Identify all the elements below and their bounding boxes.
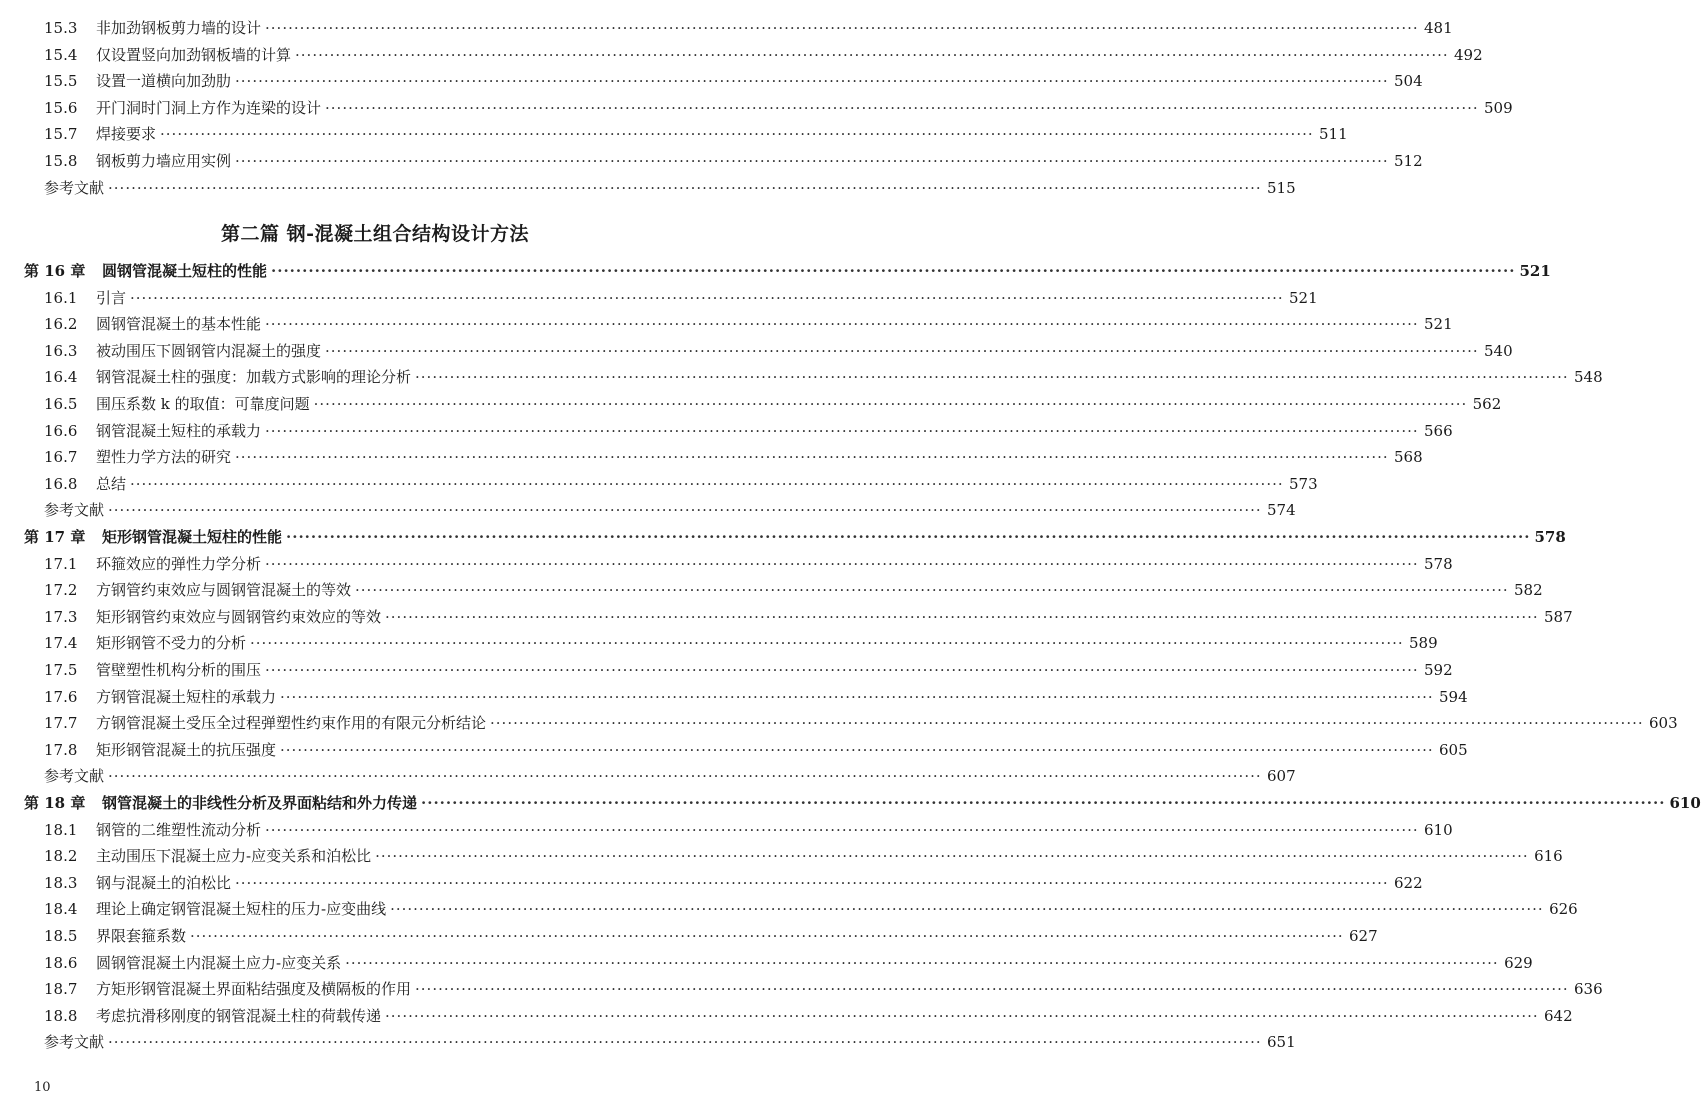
leader-dots: ········································································································································································································ <box>265 19 1419 37</box>
entry-page: 603 <box>1649 714 1678 733</box>
entry-number: 15.7 <box>44 125 78 144</box>
entry-page: 521 <box>1289 288 1318 307</box>
section-row <box>0 444 1423 470</box>
entry-page: 568 <box>1394 448 1423 467</box>
entry-page: 578 <box>1424 554 1453 573</box>
entry-number: 18.6 <box>44 953 78 972</box>
entry-page: 594 <box>1439 687 1468 706</box>
section-row <box>0 923 1378 949</box>
entry-title: 非加劲钢板剪力墙的设计 <box>96 19 262 37</box>
leader-dots: ········································································································································································································ <box>295 45 1449 64</box>
entry-title: 矩形钢管混凝土短柱的性能 <box>102 528 283 546</box>
leader-dots: ········································································································································································································ <box>271 262 1516 280</box>
leader-dots: ········································································································································································································ <box>313 395 1468 413</box>
entry-number: 18.2 <box>44 847 78 866</box>
entry-page: 587 <box>1544 607 1573 626</box>
entry-title: 界限套箍系数 <box>96 927 187 945</box>
leader-dots: ········································································································································································································ <box>108 501 1262 520</box>
entry-title: 总结 <box>96 474 127 493</box>
entry-number: 17.8 <box>44 740 78 759</box>
section-row <box>0 551 1453 577</box>
entry-title: 钢管的二维塑性流动分析 <box>96 820 262 839</box>
entry-title: 塑性力学方法的研究 <box>96 448 232 467</box>
section-row <box>0 950 1533 976</box>
entry-title: 考虑抗滑移刚度的钢管混凝土柱的荷载传递 <box>96 1006 382 1025</box>
section-row <box>0 471 1318 497</box>
chapter-row <box>0 790 1701 816</box>
leader-dots: ········································································································································································································ <box>130 474 1284 493</box>
entry-number: 16.3 <box>44 341 78 360</box>
section-row <box>0 737 1468 763</box>
section-row <box>0 710 1678 736</box>
leader-dots: ········································································································································································································ <box>235 72 1389 91</box>
entry-page: 616 <box>1534 847 1563 866</box>
entry-page: 582 <box>1514 581 1543 600</box>
entry-number: 第 17 章 <box>24 528 86 546</box>
entry-page: 610 <box>1424 820 1453 839</box>
entry-title: 方钢管混凝土短柱的承载力 <box>96 687 277 706</box>
entry-title: 开门洞时门洞上方作为连梁的设计 <box>96 98 322 117</box>
leader-dots: ········································································································································································································ <box>235 873 1389 892</box>
section-row <box>0 95 1513 121</box>
entry-page: 521 <box>1424 315 1453 334</box>
section-row <box>0 364 1603 390</box>
entry-title: 引言 <box>96 288 127 307</box>
leader-dots: ········································································································································································································ <box>355 581 1509 600</box>
entry-title: 方钢管约束效应与圆钢管混凝土的等效 <box>96 581 352 600</box>
entry-number: 18.5 <box>44 927 78 945</box>
leader-dots: ········································································································································································································ <box>265 554 1419 573</box>
leader-dots: ········································································································································································································ <box>280 687 1434 706</box>
leader-dots: ········································································································································································································ <box>190 927 1344 945</box>
entry-title: 设置一道横向加劲肋 <box>96 72 232 91</box>
entry-page: 540 <box>1484 341 1513 360</box>
leader-dots: ········································································································································································································ <box>108 178 1262 197</box>
entry-page: 566 <box>1424 421 1453 440</box>
section-row <box>0 604 1573 630</box>
entry-title: 钢管混凝土短柱的承载力 <box>96 421 262 440</box>
entry-number: 17.7 <box>44 714 78 733</box>
entry-number: 16.7 <box>44 448 78 467</box>
entry-page: 509 <box>1484 98 1513 117</box>
section-row <box>0 1003 1573 1029</box>
entry-number: 17.5 <box>44 661 78 679</box>
entry-title: 参考文献 <box>44 178 105 197</box>
leader-dots: ········································································································································································································ <box>421 794 1666 812</box>
entry-title: 环箍效应的弹性力学分析 <box>96 554 262 573</box>
entry-number: 18.1 <box>44 820 78 839</box>
entry-number: 第 16 章 <box>24 262 86 280</box>
entry-title: 钢与混凝土的泊松比 <box>96 873 232 892</box>
entry-title: 焊接要求 <box>96 125 157 144</box>
entry-page: 607 <box>1267 767 1296 786</box>
entry-title: 圆钢管混凝土内混凝土应力-应变关系 <box>96 953 342 972</box>
section-row <box>0 976 1603 1002</box>
references-row <box>0 763 1296 789</box>
entry-number: 16.2 <box>44 315 78 334</box>
entry-page: 578 <box>1534 528 1566 546</box>
entry-number: 16.6 <box>44 421 78 440</box>
entry-number: 17.4 <box>44 634 78 653</box>
chapter-row <box>0 524 1566 550</box>
section-row <box>0 285 1318 311</box>
leader-dots: ········································································································································································································ <box>130 288 1284 307</box>
section-row <box>0 870 1423 896</box>
section-row <box>0 630 1438 656</box>
entry-number: 16.5 <box>44 395 78 413</box>
entry-page: 481 <box>1424 19 1453 37</box>
entry-number: 15.6 <box>44 98 78 117</box>
leader-dots: ········································································································································································································ <box>415 980 1569 999</box>
leader-dots: ········································································································································································································ <box>108 1033 1262 1052</box>
leader-dots: ········································································································································································································ <box>375 847 1529 866</box>
entry-number: 15.8 <box>44 152 78 170</box>
references-row <box>0 1029 1296 1055</box>
leader-dots: ········································································································································································································ <box>108 767 1262 786</box>
section-row <box>0 817 1453 843</box>
entry-page: 605 <box>1439 740 1468 759</box>
entry-title: 方钢管混凝土受压全过程弹塑性约束作用的有限元分析结论 <box>96 714 487 733</box>
entry-number: 18.4 <box>44 900 78 919</box>
section-row <box>0 684 1468 710</box>
leader-dots: ········································································································································································································ <box>235 448 1389 467</box>
section-row <box>0 338 1513 364</box>
leader-dots: ········································································································································································································ <box>265 315 1419 334</box>
section-row <box>0 42 1483 68</box>
section-row <box>0 15 1453 41</box>
entry-title: 矩形钢管混凝土的抗压强度 <box>96 740 277 759</box>
leader-dots: ········································································································································································································ <box>385 607 1539 626</box>
entry-number: 18.8 <box>44 1006 78 1025</box>
section-row <box>0 896 1578 922</box>
entry-number: 16.8 <box>44 474 78 493</box>
leader-dots: ········································································································································································································ <box>280 740 1434 759</box>
entry-number: 18.7 <box>44 980 78 999</box>
leader-dots: ········································································································································································································ <box>415 368 1569 387</box>
entry-page: 629 <box>1504 953 1533 972</box>
section-row <box>0 418 1453 444</box>
entry-title: 钢管混凝土柱的强度：加载方式影响的理论分析 <box>96 368 412 387</box>
section-row <box>0 311 1453 337</box>
entry-page: 515 <box>1267 178 1296 197</box>
entry-page: 592 <box>1424 661 1453 679</box>
entry-number: 17.2 <box>44 581 78 600</box>
entry-page: 589 <box>1409 634 1438 653</box>
entry-title: 矩形钢管不受力的分析 <box>96 634 247 653</box>
entry-number: 15.3 <box>44 19 78 37</box>
entry-number: 18.3 <box>44 873 78 892</box>
entry-title: 参考文献 <box>44 501 105 520</box>
leader-dots: ········································································································································································································ <box>325 98 1479 117</box>
entry-title: 主动围压下混凝土应力-应变关系和泊松比 <box>96 847 372 866</box>
section-row <box>0 391 1502 417</box>
section-row <box>0 121 1348 147</box>
entry-title: 矩形钢管约束效应与圆钢管约束效应的等效 <box>96 607 382 626</box>
leader-dots: ········································································································································································································ <box>265 820 1419 839</box>
entry-number: 15.5 <box>44 72 78 91</box>
entry-title: 圆钢管混凝土短柱的性能 <box>102 262 268 280</box>
entry-title: 被动围压下圆钢管内混凝土的强度 <box>96 341 322 360</box>
entry-page: 626 <box>1549 900 1578 919</box>
entry-page: 622 <box>1394 873 1423 892</box>
leader-dots: ········································································································································································································ <box>265 661 1419 679</box>
entry-page: 636 <box>1574 980 1603 999</box>
entry-title: 参考文献 <box>44 1033 105 1052</box>
entry-number: 17.1 <box>44 554 78 573</box>
leader-dots: ········································································································································································································ <box>345 953 1499 972</box>
entry-page: 562 <box>1472 395 1502 413</box>
section-row <box>0 148 1423 174</box>
entry-page: 627 <box>1349 927 1378 945</box>
leader-dots: ········································································································································································································ <box>265 421 1419 440</box>
section-row <box>0 843 1563 869</box>
references-row <box>0 497 1296 523</box>
leader-dots: ········································································································································································································ <box>490 714 1644 733</box>
leader-dots: ········································································································································································································ <box>385 1006 1539 1025</box>
leader-dots: ········································································································································································································ <box>286 528 1531 546</box>
section-row <box>0 657 1453 683</box>
entry-page: 574 <box>1267 501 1296 520</box>
section-row <box>0 577 1543 603</box>
entry-page: 642 <box>1544 1006 1573 1025</box>
chapter-row <box>0 258 1551 284</box>
entry-number: 16.4 <box>44 368 78 387</box>
entry-title: 钢板剪力墙应用实例 <box>96 152 232 170</box>
section-row <box>0 68 1423 94</box>
entry-title: 理论上确定钢管混凝土短柱的压力-应变曲线 <box>96 900 387 919</box>
leader-dots: ········································································································································································································ <box>325 341 1479 360</box>
entry-page: 492 <box>1454 45 1483 64</box>
leader-dots: ········································································································································································································ <box>235 152 1389 170</box>
entry-page: 504 <box>1394 72 1423 91</box>
entry-page: 573 <box>1289 474 1318 493</box>
leader-dots: ········································································································································································································ <box>250 634 1404 653</box>
entry-number: 17.6 <box>44 687 78 706</box>
page-number: 10 <box>34 1080 51 1095</box>
entry-title: 仅设置竖向加劲钢板墙的计算 <box>96 45 292 64</box>
entry-title: 参考文献 <box>44 767 105 786</box>
entry-page: 521 <box>1519 262 1551 280</box>
leader-dots: ········································································································································································································ <box>390 900 1544 919</box>
entry-title: 方矩形钢管混凝土界面粘结强度及横隔板的作用 <box>96 980 412 999</box>
entry-title: 钢管混凝土的非线性分析及界面粘结和外力传递 <box>102 794 418 812</box>
entry-number: 15.4 <box>44 45 78 64</box>
entry-page: 651 <box>1267 1033 1296 1052</box>
entry-page: 610 <box>1669 794 1701 812</box>
entry-number: 第 18 章 <box>24 794 86 812</box>
entry-number: 16.1 <box>44 288 78 307</box>
entry-page: 512 <box>1394 152 1423 170</box>
entry-title: 围压系数 k 的取值：可靠度问题 <box>96 395 310 413</box>
entry-number: 17.3 <box>44 607 78 626</box>
entry-page: 548 <box>1574 368 1603 387</box>
references-row <box>0 175 1296 201</box>
part-heading: 第二篇 钢-混凝土组合结构设计方法 <box>220 223 529 245</box>
entry-title: 管壁塑性机构分析的围压 <box>96 661 262 679</box>
entry-title: 圆钢管混凝土的基本性能 <box>96 315 262 334</box>
leader-dots: ········································································································································································································ <box>160 125 1314 144</box>
entry-page: 511 <box>1319 125 1348 144</box>
